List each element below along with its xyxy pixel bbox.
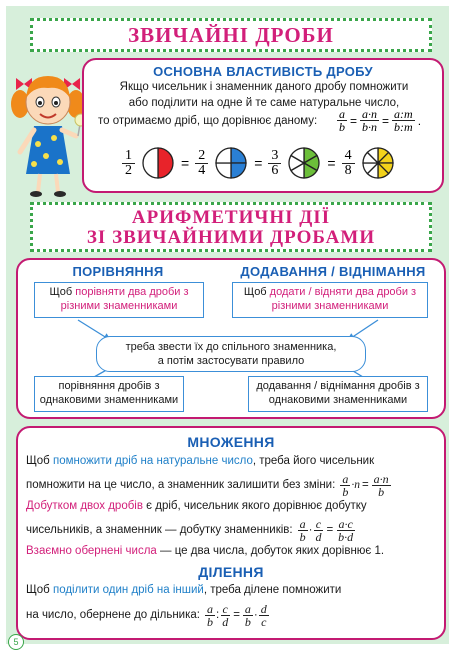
arith-title-1: АРИФМЕТИЧНІ ДІЇ xyxy=(131,207,331,228)
page-number: 5 xyxy=(8,634,24,650)
pie-slice xyxy=(143,148,158,178)
compare-heading: ПОРІВНЯННЯ xyxy=(72,264,164,279)
pie-fraction-label: $\frac{4}{8}$ xyxy=(342,149,355,178)
title-bar xyxy=(30,18,432,52)
property-line-2: або поділити на одне й те саме натуральне число, xyxy=(128,97,400,109)
property-line-3: то отримаємо дріб, що дорівнює даному: xyxy=(98,115,318,127)
mult-para-1-line-2: помножити на це число, а знаменник залишити без зміни: $\frac{a}{b}$ ·n = $\frac{a\cdot n}{b}$ xyxy=(26,473,442,498)
property-card xyxy=(82,58,444,193)
add-sub-heading: ДОДАВАННЯ / ВІДНІМАННЯ xyxy=(240,264,426,279)
div-para-line-2: на число, обернене до дільника: $\frac{a}{b}$ : $\frac{c}{d}$ = $\frac{a}{b}$ · $\frac{d}{c}$ xyxy=(26,603,442,628)
div-heading: ДІЛЕННЯ xyxy=(198,564,264,580)
mult-para-2: Добутком двох дробів є дріб, чисельник якого дорівнює добутку xyxy=(26,500,367,512)
mult-para-1: Щоб помножити дріб на натуральне число, треба його чисельник xyxy=(26,455,375,467)
pie-fraction-label: $\frac{3}{6}$ xyxy=(268,149,281,178)
mult-heading: МНОЖЕННЯ xyxy=(187,434,275,450)
common-denominator-box: треба звести їх до спільного знаменника, а потім застосувати правило xyxy=(96,336,366,372)
property-heading: ОСНОВНА ВЛАСТИВІСТЬ ДРОБУ xyxy=(153,64,373,79)
formula-frac-anbn: $\frac{a\cdot n}{b\cdot n}$ xyxy=(362,107,378,134)
property-line-1: Якщо чисельник і знаменник даного дробу помножити xyxy=(119,81,409,93)
add-sub-box: Щоб додати / відняти два дроби з різними знаменниками xyxy=(232,282,428,318)
pie-fraction-label: $\frac{2}{4}$ xyxy=(195,149,208,178)
girl-illustration xyxy=(10,64,90,200)
arith-title-2: ЗІ ЗВИЧАЙНИМИ ДРОБАМИ xyxy=(86,227,376,248)
pie-circle-8 xyxy=(361,146,395,180)
pie-slice xyxy=(216,148,231,163)
formula-frac-ab: $\frac{a}{b}$ xyxy=(339,107,345,134)
add-sub-rule-box: додавання / віднімання дробів з однаковими знаменниками xyxy=(248,376,428,412)
mult-para-2-line-2: чисельників, а знаменник — добутку знаменників: $\frac{a}{b}$ · $\frac{c}{d}$ = $\frac{a\cdot c}{b\cdot d}$ xyxy=(26,518,442,543)
arith-title-bar xyxy=(30,202,432,252)
pie-equals: = xyxy=(181,155,190,171)
pie-row xyxy=(122,146,395,180)
mult-formula-2: $\frac{a}{b}$ · $\frac{c}{d}$ = $\frac{a\cdot c}{b\cdot d}$ xyxy=(299,517,354,544)
mult-card xyxy=(16,426,446,640)
compare-rule-box: порівняння дробів з однаковими знаменниками xyxy=(34,376,184,412)
pie-circle-2 xyxy=(141,146,175,180)
pie-circle-6 xyxy=(287,146,321,180)
pie-slice xyxy=(216,163,231,178)
pie-fraction-label: $\frac{1}{2}$ xyxy=(122,149,135,178)
div-para: Щоб поділити один дріб на інший, треба ділене помножити xyxy=(26,584,342,596)
pie-equals: = xyxy=(327,155,336,171)
compare-box: Щоб порівняти два дроби з різними знаменниками xyxy=(34,282,204,318)
compare-card xyxy=(16,258,446,419)
div-formula: $\frac{a}{b}$ : $\frac{c}{d}$ = $\frac{a}{b}$ · $\frac{d}{c}$ xyxy=(206,602,267,629)
pie-equals: = xyxy=(254,155,263,171)
pie-slice xyxy=(231,148,246,163)
pie-circle-4 xyxy=(214,146,248,180)
property-formula: $\frac{a}{b}$ = $\frac{a\cdot n}{b\cdot n}$ = $\frac{a:m}{b:m}$ . xyxy=(339,107,422,134)
pie-slice xyxy=(231,163,246,178)
mult-formula-1: $\frac{a}{b}$ ·n = $\frac{a\cdot n}{b}$ xyxy=(342,472,389,499)
page-title: ЗВИЧАЙНІ ДРОБИ xyxy=(128,23,334,47)
pie-slice xyxy=(158,148,173,178)
formula-frac-ambm: $\frac{a:m}{b:m}$ xyxy=(394,107,413,134)
mult-para-3: Взаємно обернені числа — це два числа, добуток яких дорівнює 1. xyxy=(26,545,385,557)
